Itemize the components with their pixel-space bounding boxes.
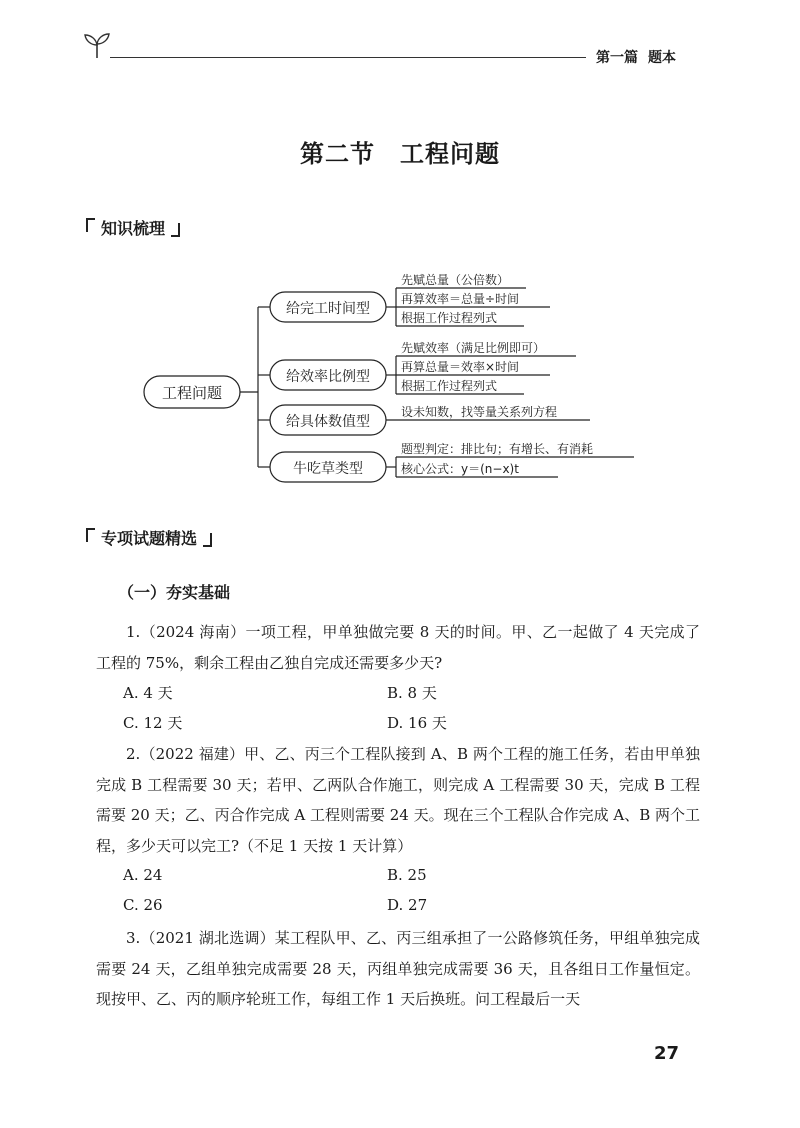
- mind-map-leaf: 题型判定：排比句；有增长、有消耗: [401, 442, 594, 456]
- mind-map-leaf: 再算总量＝效率×时间: [401, 360, 520, 374]
- question-1-option-a: A. 4 天: [123, 684, 173, 702]
- mind-map-branch: 给效率比例型: [286, 369, 370, 385]
- mind-map-root: 工程问题: [161, 384, 223, 402]
- question-3-text: 3.（2021 湖北选调）某工程队甲、乙、丙三组承担了一公路修筑任务，甲组单独完成需要 24 天，乙组单独完成需要 28 天，丙组单独完成需要 36 天，且各组日工作量恒定。现按甲、乙、丙的顺序轮班工作，每组工作 1 天后换班。问工程最后一天: [96, 929, 700, 1009]
- question-1-text: 1.（2024 海南）一项工程，甲单独做完要 8 天的时间。甲、乙一起做了 4 天完成了工程的 75%，剩余工程由乙独自完成还需要多少天?: [96, 623, 700, 672]
- running-head-volume: 题本: [648, 50, 676, 66]
- mind-map-leaf: 设未知数，找等量关系列方程: [401, 405, 558, 419]
- running-head-part: 第一篇: [596, 50, 638, 66]
- sprout-icon: [80, 28, 114, 62]
- page-number: 27: [654, 1043, 680, 1064]
- mind-map-leaf: 核心公式：y＝(n−x)t: [401, 462, 519, 476]
- mind-map-leaf: 再算效率＝总量÷时间: [401, 292, 520, 306]
- mind-map-leaf: 先赋效率（满足比例即可）: [401, 341, 546, 355]
- mind-map-leaf: 根据工作过程列式: [401, 311, 498, 325]
- question-2-option-d: D. 27: [387, 896, 428, 914]
- question-2-text: 2.（2022 福建）甲、乙、丙三个工程队接到 A、B 两个工程的施工任务，若由甲单独完成 B 工程需要 30 天；若甲、乙两队合作施工，则完成 A 工程需要 30 天，完成 B 工程需要 20 天；乙、丙合作完成 A 工程则需要 24 天。现在三个工程队合作完成 A、B 两个工程，多少天可以完工?（不足 1 天按 1 天计算）: [96, 745, 701, 855]
- page-title: 第二节 工程问题: [300, 140, 500, 168]
- section-heading-selected-label: 专项试题精选: [101, 529, 198, 548]
- running-head: [596, 47, 676, 67]
- mind-map-leaf: 根据工作过程列式: [401, 379, 498, 393]
- mind-map-leaf: 先赋总量（公倍数）: [401, 273, 510, 287]
- subsection-heading: （一）夯实基础: [118, 583, 231, 602]
- question-1-option-c: C. 12 天: [123, 714, 183, 732]
- mind-map-branch: 给具体数值型: [286, 414, 370, 430]
- section-heading-selected: [86, 526, 212, 549]
- section-heading-knowledge: [86, 216, 180, 239]
- question-2-option-c: C. 26: [123, 896, 163, 914]
- question-2-option-b: B. 25: [387, 866, 427, 884]
- question-2-option-a: A. 24: [123, 866, 163, 884]
- mind-map-branch: 给完工时间型: [286, 301, 370, 317]
- header-rule: [110, 57, 586, 58]
- section-heading-knowledge-label: 知识梳理: [101, 219, 166, 238]
- mind-map: [0, 255, 800, 495]
- question-1-option-b: B. 8 天: [387, 684, 437, 702]
- mind-map-branch: 牛吃草类型: [293, 461, 363, 477]
- question-1-option-d: D. 16 天: [387, 714, 447, 732]
